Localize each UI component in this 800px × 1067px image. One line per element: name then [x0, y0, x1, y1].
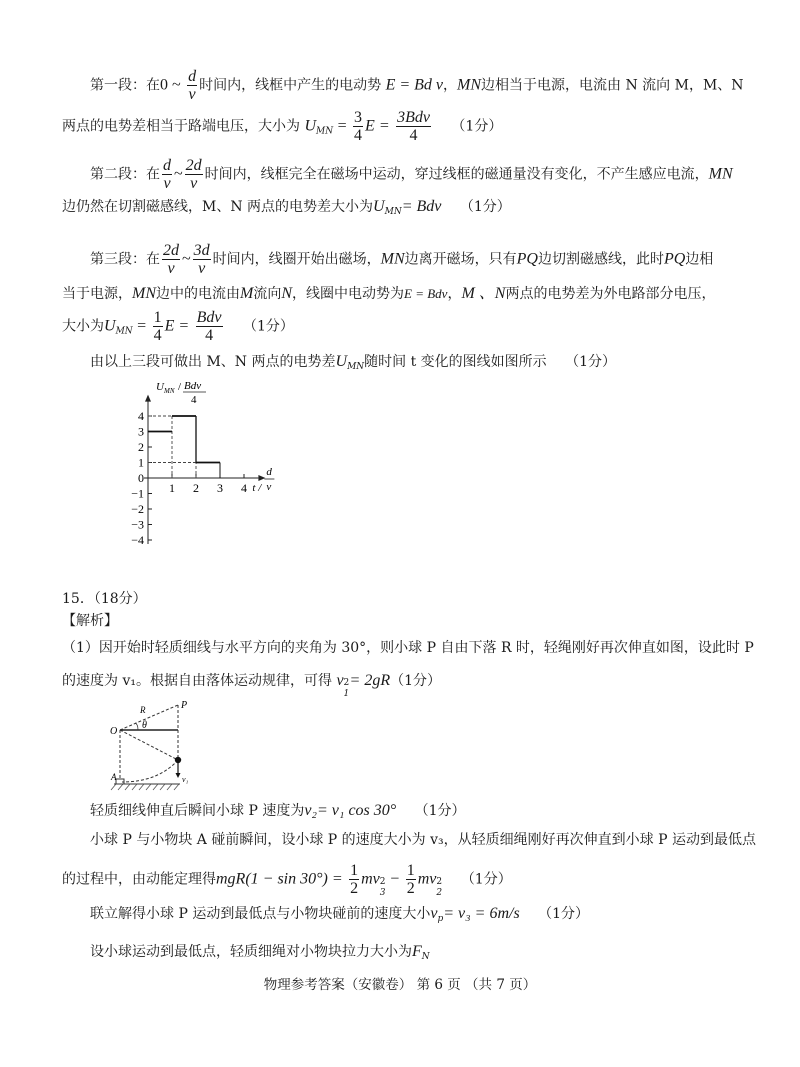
text: 流向 — [253, 286, 282, 302]
text: 时间内，线圈开始出磁场， — [212, 251, 381, 268]
math: U — [335, 353, 348, 370]
superscript: 2 — [343, 678, 350, 688]
y-tick-label: 3 — [138, 424, 144, 439]
q15-p3: 小球 P 与小物块 A 碰前瞬间，设小球 P 的速度大小为 v₃，从轻质细绳刚好再次伸直到小球 P 运动到最低点 — [90, 832, 756, 848]
math: MN — [457, 76, 482, 94]
seg3-line1 — [90, 242, 760, 277]
x-axis-label-den: v — [266, 481, 272, 493]
page-footer: 物理参考答案（安徽卷） 第 6 页 （共 7 页） — [263, 977, 537, 993]
math: = — [337, 117, 347, 135]
math: U — [373, 198, 385, 215]
seg2-line2 — [62, 196, 760, 223]
text: 边切割磁感线，此时 — [537, 251, 664, 268]
y-axis-label-sub: MN — [164, 387, 175, 395]
fraction: $\frac{3d}{v}$ — [193, 242, 210, 277]
text: 时间内，线框完全在磁场中运动，穿过线框的磁通量没有变化，不产生感应电流， — [204, 166, 709, 183]
ground-hatch — [111, 784, 179, 790]
math: PQ — [516, 250, 538, 268]
math: PQ — [663, 250, 686, 268]
math: v — [336, 672, 344, 689]
text: 两点的电势差为外电路部分电压， — [505, 286, 716, 302]
math: U — [104, 317, 116, 335]
q15-p1b-line — [62, 670, 760, 699]
math: mv — [417, 870, 437, 888]
text: 的过程中，由动能定理得 — [62, 871, 216, 888]
math: = 2gR — [349, 672, 391, 689]
fraction: $\frac{d}{v}$ — [163, 157, 171, 192]
fraction: $\frac{1}{4}$ — [153, 309, 162, 344]
fraction: $\frac{\text{Bdv}}{4}$ — [196, 309, 222, 344]
math: v₂= v₁ cos 30° — [304, 802, 397, 819]
text: 设小球运动到最低点，轻质细绳对小物块拉力大小为 — [90, 944, 412, 960]
text: 边离开磁场，只有 — [404, 251, 517, 268]
y-tick-label: 1 — [138, 455, 144, 470]
y-axis-label-num: Bdv — [184, 380, 202, 392]
subscript: 1 — [343, 689, 350, 699]
math: MN — [380, 250, 405, 268]
text: 边相当于电源，电流由 N 流向 M，M、N — [481, 77, 744, 94]
text: 第二段：在 — [90, 166, 160, 183]
x-axis-label-num: d — [266, 466, 272, 478]
label-a: A — [111, 772, 117, 782]
fraction: $\frac{1}{2}$ — [406, 862, 415, 897]
superscript: 2 — [379, 876, 386, 887]
text: 时间内，线框中产生的电动势 — [199, 77, 382, 94]
label-v1: v₁ — [182, 775, 189, 784]
y-tick-label: −1 — [131, 486, 144, 501]
score: （1分） — [451, 118, 503, 135]
score: （1分） — [459, 199, 511, 215]
subscript: MN — [115, 326, 133, 337]
q15-p4-line — [62, 862, 760, 897]
text: 由以上三段可做出 M、N 两点的电势差 — [90, 354, 336, 370]
fraction: $\frac{3}{4}$ — [354, 109, 363, 144]
math: ~ — [174, 165, 183, 183]
velocity-arrowhead — [176, 773, 181, 778]
subscript: 3 — [379, 887, 386, 898]
initial-string — [120, 705, 178, 730]
text: 随时间 t 变化的图线如图所示 — [364, 354, 547, 370]
x-tick-label: 3 — [217, 481, 223, 495]
q15-p5-line — [90, 903, 760, 930]
subscript: MN — [384, 207, 402, 217]
x-tick-label: 1 — [169, 481, 175, 495]
text: 边仍然在切割磁感线，M、N 两点的电势差大小为 — [62, 199, 374, 215]
y-tick-label: −4 — [131, 533, 144, 547]
text: 的速度为 v₁。根据自由落体运动规律，可得 — [62, 673, 332, 689]
angle-arc — [135, 723, 138, 730]
math: U — [304, 117, 317, 135]
x-axis-arrow — [258, 475, 265, 481]
math: E = — [365, 117, 390, 135]
y-axis-label-slash: / — [178, 381, 182, 393]
math: − — [390, 870, 400, 888]
q15-p6-line — [90, 941, 760, 968]
math: MN — [132, 285, 156, 302]
text: 两点的电势差相当于路端电压，大小为 — [62, 118, 300, 135]
score: （1分） — [414, 803, 466, 819]
label-theta: θ — [142, 720, 147, 731]
umn-time-chart — [110, 378, 330, 558]
y-axis-label-den: 4 — [191, 394, 197, 406]
q15-p2-line — [90, 800, 760, 822]
q15-p1a: （1）因开始时轻质细线与水平方向的夹角为 30°，则小球 P 自由下落 R 时，轻绳刚好再次伸直如图，设此时 P — [62, 640, 754, 656]
math: ~ — [182, 250, 191, 268]
math: F — [412, 943, 422, 960]
math: = Bdv — [401, 198, 442, 215]
math: M 、N — [461, 285, 506, 302]
math: 0 ~ — [160, 76, 181, 94]
math: E = — [164, 317, 190, 335]
y-axis-arrow — [145, 395, 151, 402]
math: = — [137, 317, 147, 335]
x-tick-label: 2 — [193, 481, 199, 495]
math: N — [281, 285, 292, 302]
fraction: $\frac{d}{v}$ — [188, 68, 197, 103]
text: 当于电源， — [62, 286, 132, 302]
subscript: MN — [316, 126, 334, 137]
pendulum-figure — [108, 700, 238, 800]
text: 边相 — [685, 251, 714, 268]
x-axis-label: t / — [252, 482, 262, 494]
y-tick-label: 2 — [138, 440, 144, 454]
text: 第三段：在 — [90, 251, 160, 268]
seg3-line2 — [62, 283, 760, 305]
math: MN — [708, 165, 733, 183]
math: mgR(1 − sin 30°) = — [216, 870, 343, 888]
text: 大小为 — [62, 318, 104, 335]
math: E = Bdv — [404, 286, 448, 301]
fraction: $\frac{2d}{v}$ — [163, 242, 179, 277]
x-tick-label: 4 — [241, 481, 247, 495]
subscript: N — [421, 952, 430, 962]
math: M — [240, 285, 254, 302]
seg1-line1 — [90, 68, 760, 103]
score: （1分） — [538, 906, 590, 922]
seg1-line2 — [62, 109, 760, 144]
taut-string — [120, 730, 178, 760]
math: mv — [361, 870, 380, 888]
score: （1分） — [460, 871, 512, 888]
y-tick-label: 4 — [138, 409, 144, 423]
y-tick-label: −3 — [131, 517, 144, 532]
math: = v₃ = 6m/s — [443, 905, 520, 922]
subscript: MN — [347, 362, 365, 372]
y-axis-label: U — [156, 381, 164, 393]
y-tick-label: 0 — [138, 471, 144, 485]
subscript: p — [437, 914, 444, 924]
q15-title: 15．（18分） — [62, 591, 147, 607]
score: （1分） — [242, 318, 294, 335]
summary-line — [90, 351, 760, 378]
seg2-line1 — [90, 157, 760, 192]
fraction: $\frac{\text{3Bdv}}{4}$ — [397, 109, 430, 144]
text: 边中的电流由 — [156, 286, 240, 302]
label-p: P — [181, 700, 188, 711]
math: v — [430, 905, 438, 922]
swing-arc — [122, 760, 178, 782]
text: ， — [443, 77, 458, 94]
fraction: $\frac{2d}{v}$ — [185, 157, 202, 192]
seg3-line3 — [62, 309, 760, 344]
subscript: 2 — [436, 887, 443, 898]
math: E = Bd v — [385, 76, 444, 94]
q15-jiexi: 【解析】 — [62, 613, 118, 629]
text: 联立解得小球 P 运动到最低点与小物块碰前的速度大小 — [90, 906, 431, 922]
label-o: O — [110, 726, 118, 737]
score: （1分） — [565, 354, 617, 370]
y-tick-label: −2 — [131, 502, 144, 516]
label-r: R — [140, 705, 146, 715]
text: ， — [447, 286, 462, 302]
text: 第一段：在 — [90, 77, 160, 94]
superscript: 2 — [436, 876, 443, 887]
text: 轻质细线伸直后瞬间小球 P 速度为 — [90, 803, 305, 819]
fraction: $\frac{1}{2}$ — [350, 862, 359, 897]
score: （1分） — [390, 673, 442, 689]
text: ，线圈中电动势为 — [292, 286, 404, 302]
